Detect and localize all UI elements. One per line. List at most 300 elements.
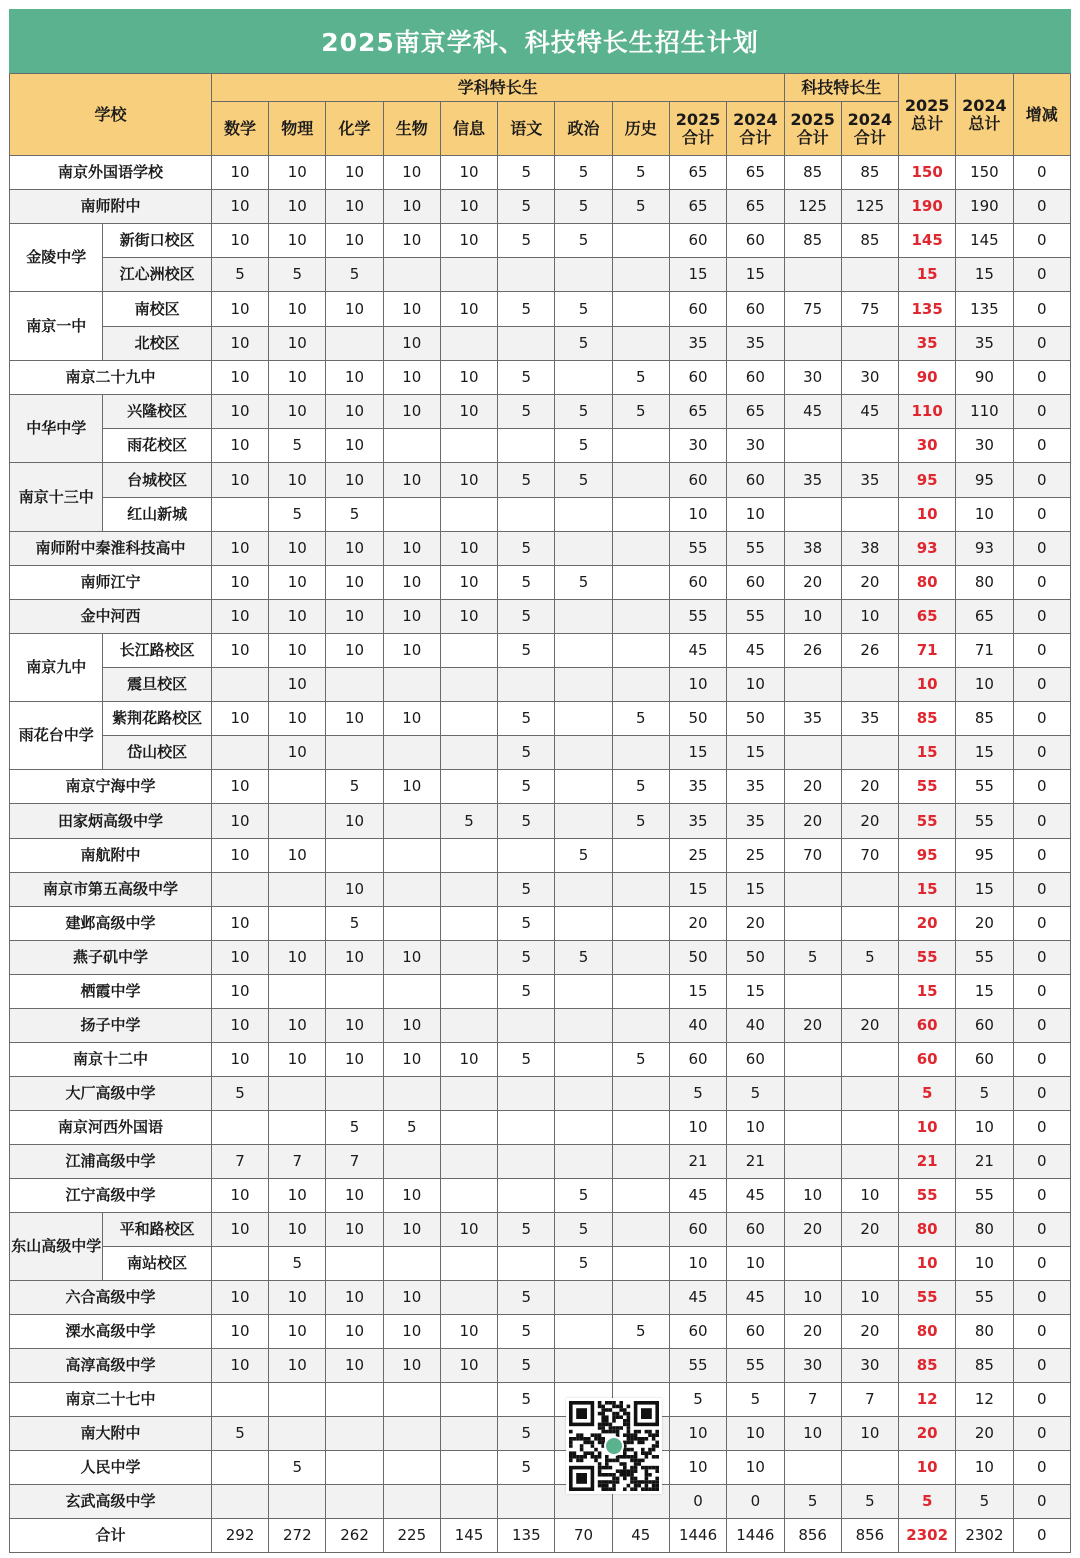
value-cell: 25	[727, 839, 784, 873]
qr-module	[569, 1444, 573, 1448]
value-cell: 10	[269, 1281, 326, 1315]
value-cell: 5	[669, 1383, 726, 1417]
table-row	[10, 327, 1071, 361]
value-cell: 75	[841, 292, 898, 327]
value-cell: 5	[498, 1349, 555, 1383]
qr-module	[655, 1484, 659, 1488]
value-cell	[383, 804, 440, 839]
value-cell: 80	[899, 1213, 956, 1247]
qr-module	[630, 1469, 634, 1473]
value-cell	[612, 736, 669, 770]
header-subject: 物理	[269, 102, 326, 156]
qr-module	[634, 1487, 638, 1491]
value-cell: 25	[669, 839, 726, 873]
value-cell: 0	[1013, 1417, 1070, 1451]
value-cell: 0	[1013, 1009, 1070, 1043]
qr-module	[609, 1401, 613, 1405]
table-row	[10, 1009, 1071, 1043]
value-cell: 10	[269, 361, 326, 395]
table-row	[10, 292, 1071, 327]
table-row	[10, 770, 1071, 804]
value-cell: 85	[899, 1349, 956, 1383]
value-cell: 10	[899, 668, 956, 702]
qr-module	[648, 1487, 652, 1491]
qr-module	[645, 1451, 649, 1455]
qr-module	[594, 1459, 598, 1463]
value-cell: 60	[727, 224, 784, 258]
value-cell: 90	[956, 361, 1013, 395]
qr-module	[594, 1437, 598, 1441]
school-name: 南京九中	[10, 634, 103, 702]
value-cell: 10	[269, 941, 326, 975]
qr-module	[627, 1455, 631, 1459]
value-cell: 10	[440, 1315, 497, 1349]
value-cell	[440, 1247, 497, 1281]
value-cell	[841, 1145, 898, 1179]
value-cell: 15	[669, 975, 726, 1009]
qr-module	[609, 1426, 613, 1430]
value-cell	[498, 258, 555, 292]
value-cell: 20	[956, 1417, 1013, 1451]
table-row	[10, 566, 1071, 600]
value-cell	[269, 1077, 326, 1111]
value-cell: 55	[956, 941, 1013, 975]
value-cell: 856	[841, 1519, 898, 1553]
qr-module	[637, 1484, 641, 1488]
value-cell: 10	[956, 1451, 1013, 1485]
value-cell: 10	[269, 292, 326, 327]
qr-module	[601, 1466, 605, 1470]
value-cell	[784, 1247, 841, 1281]
school-name: 六合高级中学	[10, 1281, 212, 1315]
value-cell: 10	[211, 907, 268, 941]
value-cell: 35	[784, 463, 841, 498]
value-cell	[555, 634, 612, 668]
table-row	[10, 1111, 1071, 1145]
value-cell: 65	[669, 190, 726, 224]
qr-module	[605, 1484, 609, 1488]
value-cell	[612, 1247, 669, 1281]
value-cell: 7	[211, 1145, 268, 1179]
qr-module	[612, 1412, 616, 1416]
value-cell: 10	[269, 1043, 326, 1077]
value-cell: 55	[956, 1281, 1013, 1315]
value-cell: 15	[956, 975, 1013, 1009]
campus-name: 北校区	[103, 327, 212, 361]
value-cell: 0	[1013, 1519, 1070, 1553]
table-row	[10, 156, 1071, 190]
value-cell	[383, 1417, 440, 1451]
qr-module	[648, 1480, 652, 1484]
value-cell: 0	[1013, 1247, 1070, 1281]
value-cell	[555, 532, 612, 566]
value-cell: 15	[727, 873, 784, 907]
value-cell: 15	[727, 975, 784, 1009]
value-cell	[784, 873, 841, 907]
qr-module	[583, 1437, 587, 1441]
table-row	[10, 1145, 1071, 1179]
table-row	[10, 429, 1071, 463]
value-cell	[440, 1111, 497, 1145]
value-cell: 5	[555, 292, 612, 327]
value-cell: 145	[899, 224, 956, 258]
value-cell: 12	[956, 1383, 1013, 1417]
value-cell: 70	[784, 839, 841, 873]
qr-module	[580, 1455, 584, 1459]
value-cell: 10	[211, 395, 268, 429]
value-cell	[498, 1247, 555, 1281]
school-name: 南师附中秦淮科技高中	[10, 532, 212, 566]
value-cell: 10	[440, 395, 497, 429]
table-row	[10, 463, 1071, 498]
value-cell	[269, 770, 326, 804]
value-cell: 10	[269, 668, 326, 702]
value-cell: 10	[669, 498, 726, 532]
value-cell: 60	[956, 1009, 1013, 1043]
value-cell	[555, 770, 612, 804]
value-cell: 10	[211, 224, 268, 258]
value-cell: 60	[727, 566, 784, 600]
value-cell: 30	[899, 429, 956, 463]
value-cell: 10	[784, 1417, 841, 1451]
value-cell: 10	[211, 941, 268, 975]
value-cell: 30	[784, 361, 841, 395]
qr-module	[655, 1469, 659, 1473]
value-cell	[383, 1077, 440, 1111]
value-cell: 5	[498, 975, 555, 1009]
qr-module	[627, 1412, 631, 1416]
table-row	[10, 258, 1071, 292]
value-cell: 10	[211, 532, 268, 566]
value-cell	[383, 1451, 440, 1485]
value-cell: 85	[956, 1349, 1013, 1383]
qr-module	[598, 1469, 602, 1473]
header-subject: 信息	[440, 102, 497, 156]
value-cell	[555, 1043, 612, 1077]
value-cell: 5	[555, 1213, 612, 1247]
value-cell: 55	[899, 804, 956, 839]
value-cell: 5	[269, 258, 326, 292]
value-cell	[555, 1349, 612, 1383]
qr-module	[601, 1426, 605, 1430]
value-cell: 262	[326, 1519, 383, 1553]
value-cell: 5	[612, 190, 669, 224]
qr-module	[623, 1462, 627, 1466]
value-cell: 5	[956, 1077, 1013, 1111]
header-subject: 数学	[211, 102, 268, 156]
value-cell: 26	[841, 634, 898, 668]
qr-module	[634, 1437, 638, 1441]
value-cell: 10	[326, 1179, 383, 1213]
qr-module	[634, 1469, 638, 1473]
table-row	[10, 1349, 1071, 1383]
value-cell: 190	[956, 190, 1013, 224]
value-cell: 10	[326, 1315, 383, 1349]
qr-module	[655, 1433, 659, 1437]
value-cell: 0	[1013, 1383, 1070, 1417]
value-cell: 10	[269, 1213, 326, 1247]
value-cell: 10	[440, 292, 497, 327]
school-name: 大厂高级中学	[10, 1077, 212, 1111]
qr-module	[623, 1455, 627, 1459]
value-cell: 80	[956, 566, 1013, 600]
school-name: 溧水高级中学	[10, 1315, 212, 1349]
value-cell	[612, 907, 669, 941]
value-cell	[440, 975, 497, 1009]
value-cell: 70	[841, 839, 898, 873]
value-cell: 35	[727, 770, 784, 804]
value-cell: 10	[211, 1281, 268, 1315]
value-cell: 10	[269, 839, 326, 873]
value-cell	[784, 668, 841, 702]
qr-module	[627, 1433, 631, 1437]
value-cell: 10	[211, 1349, 268, 1383]
value-cell: 5	[555, 839, 612, 873]
value-cell: 60	[899, 1009, 956, 1043]
value-cell: 10	[383, 532, 440, 566]
qr-module	[616, 1405, 620, 1409]
value-cell: 10	[727, 1451, 784, 1485]
value-cell: 15	[956, 736, 1013, 770]
value-cell: 5	[498, 532, 555, 566]
value-cell: 2302	[956, 1519, 1013, 1553]
school-name: 东山高级中学	[10, 1213, 103, 1281]
value-cell: 10	[269, 1179, 326, 1213]
value-cell: 10	[211, 361, 268, 395]
value-cell: 5	[841, 1485, 898, 1519]
qr-module	[634, 1477, 638, 1481]
qr-module	[623, 1469, 627, 1473]
qr-module	[627, 1473, 631, 1477]
value-cell: 65	[727, 395, 784, 429]
value-cell: 10	[727, 1247, 784, 1281]
qr-module	[641, 1459, 645, 1463]
value-cell: 0	[1013, 804, 1070, 839]
qr-module	[641, 1480, 645, 1484]
value-cell: 5	[498, 873, 555, 907]
value-cell: 0	[1013, 941, 1070, 975]
value-cell: 5	[555, 463, 612, 498]
value-cell: 5	[956, 1485, 1013, 1519]
qr-module	[655, 1480, 659, 1484]
value-cell: 10	[383, 1213, 440, 1247]
enrollment-table	[9, 73, 1071, 1553]
value-cell	[555, 1315, 612, 1349]
value-cell: 10	[383, 770, 440, 804]
value-cell: 20	[841, 1009, 898, 1043]
value-cell: 60	[727, 1043, 784, 1077]
value-cell	[440, 634, 497, 668]
value-cell: 5	[498, 907, 555, 941]
value-cell: 55	[669, 600, 726, 634]
value-cell: 0	[1013, 1145, 1070, 1179]
qr-module	[627, 1441, 631, 1445]
qr-module	[627, 1405, 631, 1409]
qr-module	[616, 1415, 620, 1419]
value-cell: 0	[1013, 1077, 1070, 1111]
value-cell	[555, 361, 612, 395]
qr-module	[619, 1462, 623, 1466]
qr-module	[601, 1405, 605, 1409]
table-row	[10, 1485, 1071, 1519]
value-cell	[555, 975, 612, 1009]
value-cell	[498, 429, 555, 463]
value-cell: 10	[383, 941, 440, 975]
value-cell: 20	[841, 1315, 898, 1349]
qr-module	[587, 1437, 591, 1441]
value-cell: 0	[1013, 1213, 1070, 1247]
value-cell: 10	[269, 702, 326, 736]
value-cell	[440, 907, 497, 941]
qr-module	[591, 1444, 595, 1448]
qr-module	[655, 1466, 659, 1470]
value-cell	[498, 1485, 555, 1519]
value-cell: 70	[555, 1519, 612, 1553]
school-name: 燕子矶中学	[10, 941, 212, 975]
table-row	[10, 1315, 1071, 1349]
value-cell: 5	[326, 498, 383, 532]
value-cell	[555, 1009, 612, 1043]
value-cell: 5	[498, 702, 555, 736]
value-cell	[383, 1145, 440, 1179]
school-name: 高淳高级中学	[10, 1349, 212, 1383]
qr-module	[569, 1451, 573, 1455]
qr-module	[630, 1487, 634, 1491]
qr-module	[598, 1423, 602, 1427]
table-row	[10, 361, 1071, 395]
value-cell: 0	[1013, 1179, 1070, 1213]
value-cell	[612, 292, 669, 327]
value-cell: 21	[899, 1145, 956, 1179]
value-cell: 0	[1013, 224, 1070, 258]
value-cell	[211, 668, 268, 702]
qr-module	[652, 1444, 656, 1448]
value-cell	[612, 600, 669, 634]
qr-module	[645, 1469, 649, 1473]
qr-module	[587, 1441, 591, 1445]
qr-module	[569, 1441, 573, 1445]
qr-module	[598, 1433, 602, 1437]
qr-module	[645, 1437, 649, 1441]
school-name: 雨花台中学	[10, 702, 103, 770]
value-cell: 10	[211, 292, 268, 327]
value-cell	[269, 1111, 326, 1145]
value-cell: 35	[841, 702, 898, 736]
value-cell	[841, 1451, 898, 1485]
value-cell: 5	[612, 395, 669, 429]
value-cell	[383, 258, 440, 292]
value-cell: 10	[211, 327, 268, 361]
value-cell: 21	[727, 1145, 784, 1179]
value-cell: 5	[498, 770, 555, 804]
value-cell: 45	[669, 1281, 726, 1315]
value-cell: 0	[1013, 873, 1070, 907]
value-cell: 95	[956, 839, 1013, 873]
value-cell: 10	[383, 702, 440, 736]
qr-module	[655, 1455, 659, 1459]
value-cell: 10	[211, 1315, 268, 1349]
value-cell: 0	[1013, 668, 1070, 702]
value-cell: 20	[669, 907, 726, 941]
value-cell	[440, 1009, 497, 1043]
value-cell: 10	[440, 156, 497, 190]
value-cell: 10	[383, 1315, 440, 1349]
value-cell: 20	[841, 770, 898, 804]
value-cell	[841, 975, 898, 1009]
value-cell: 7	[269, 1145, 326, 1179]
qr-module	[569, 1459, 573, 1463]
value-cell: 272	[269, 1519, 326, 1553]
value-cell: 85	[784, 156, 841, 190]
value-cell: 38	[784, 532, 841, 566]
qr-module	[627, 1469, 631, 1473]
value-cell	[784, 1043, 841, 1077]
table-row	[10, 1519, 1071, 1553]
qr-module	[609, 1480, 613, 1484]
qr-module	[598, 1462, 602, 1466]
qr-module	[580, 1444, 584, 1448]
qr-module	[630, 1448, 634, 1452]
value-cell: 45	[727, 1179, 784, 1213]
qr-module	[601, 1473, 605, 1477]
campus-name: 震旦校区	[103, 668, 212, 702]
value-cell	[841, 736, 898, 770]
qr-module	[652, 1487, 656, 1491]
value-cell: 93	[899, 532, 956, 566]
value-cell	[269, 1417, 326, 1451]
value-cell: 80	[899, 1315, 956, 1349]
table-row	[10, 1281, 1071, 1315]
value-cell: 20	[784, 804, 841, 839]
qr-module	[612, 1484, 616, 1488]
value-cell: 2302	[899, 1519, 956, 1553]
value-cell: 10	[211, 1009, 268, 1043]
value-cell: 10	[326, 702, 383, 736]
value-cell: 5	[498, 1043, 555, 1077]
value-cell	[841, 873, 898, 907]
value-cell: 10	[326, 224, 383, 258]
value-cell: 5	[612, 702, 669, 736]
table-row	[10, 1417, 1071, 1451]
qr-module	[616, 1430, 620, 1434]
value-cell	[440, 1281, 497, 1315]
value-cell	[841, 1247, 898, 1281]
value-cell: 10	[211, 1179, 268, 1213]
value-cell	[440, 1451, 497, 1485]
value-cell: 7	[841, 1383, 898, 1417]
school-name: 南师附中	[10, 190, 212, 224]
value-cell: 20	[956, 907, 1013, 941]
qr-module	[587, 1451, 591, 1455]
value-cell: 0	[1013, 292, 1070, 327]
value-cell: 125	[784, 190, 841, 224]
value-cell: 85	[841, 224, 898, 258]
qr-module	[627, 1423, 631, 1427]
value-cell: 10	[383, 292, 440, 327]
school-name: 南京河西外国语	[10, 1111, 212, 1145]
value-cell: 10	[440, 600, 497, 634]
value-cell: 10	[211, 566, 268, 600]
value-cell: 10	[211, 634, 268, 668]
value-cell: 10	[841, 1179, 898, 1213]
value-cell: 35	[669, 804, 726, 839]
value-cell	[612, 634, 669, 668]
value-cell	[326, 327, 383, 361]
qr-module	[601, 1430, 605, 1434]
value-cell	[383, 873, 440, 907]
value-cell	[269, 873, 326, 907]
qr-module	[612, 1430, 616, 1434]
